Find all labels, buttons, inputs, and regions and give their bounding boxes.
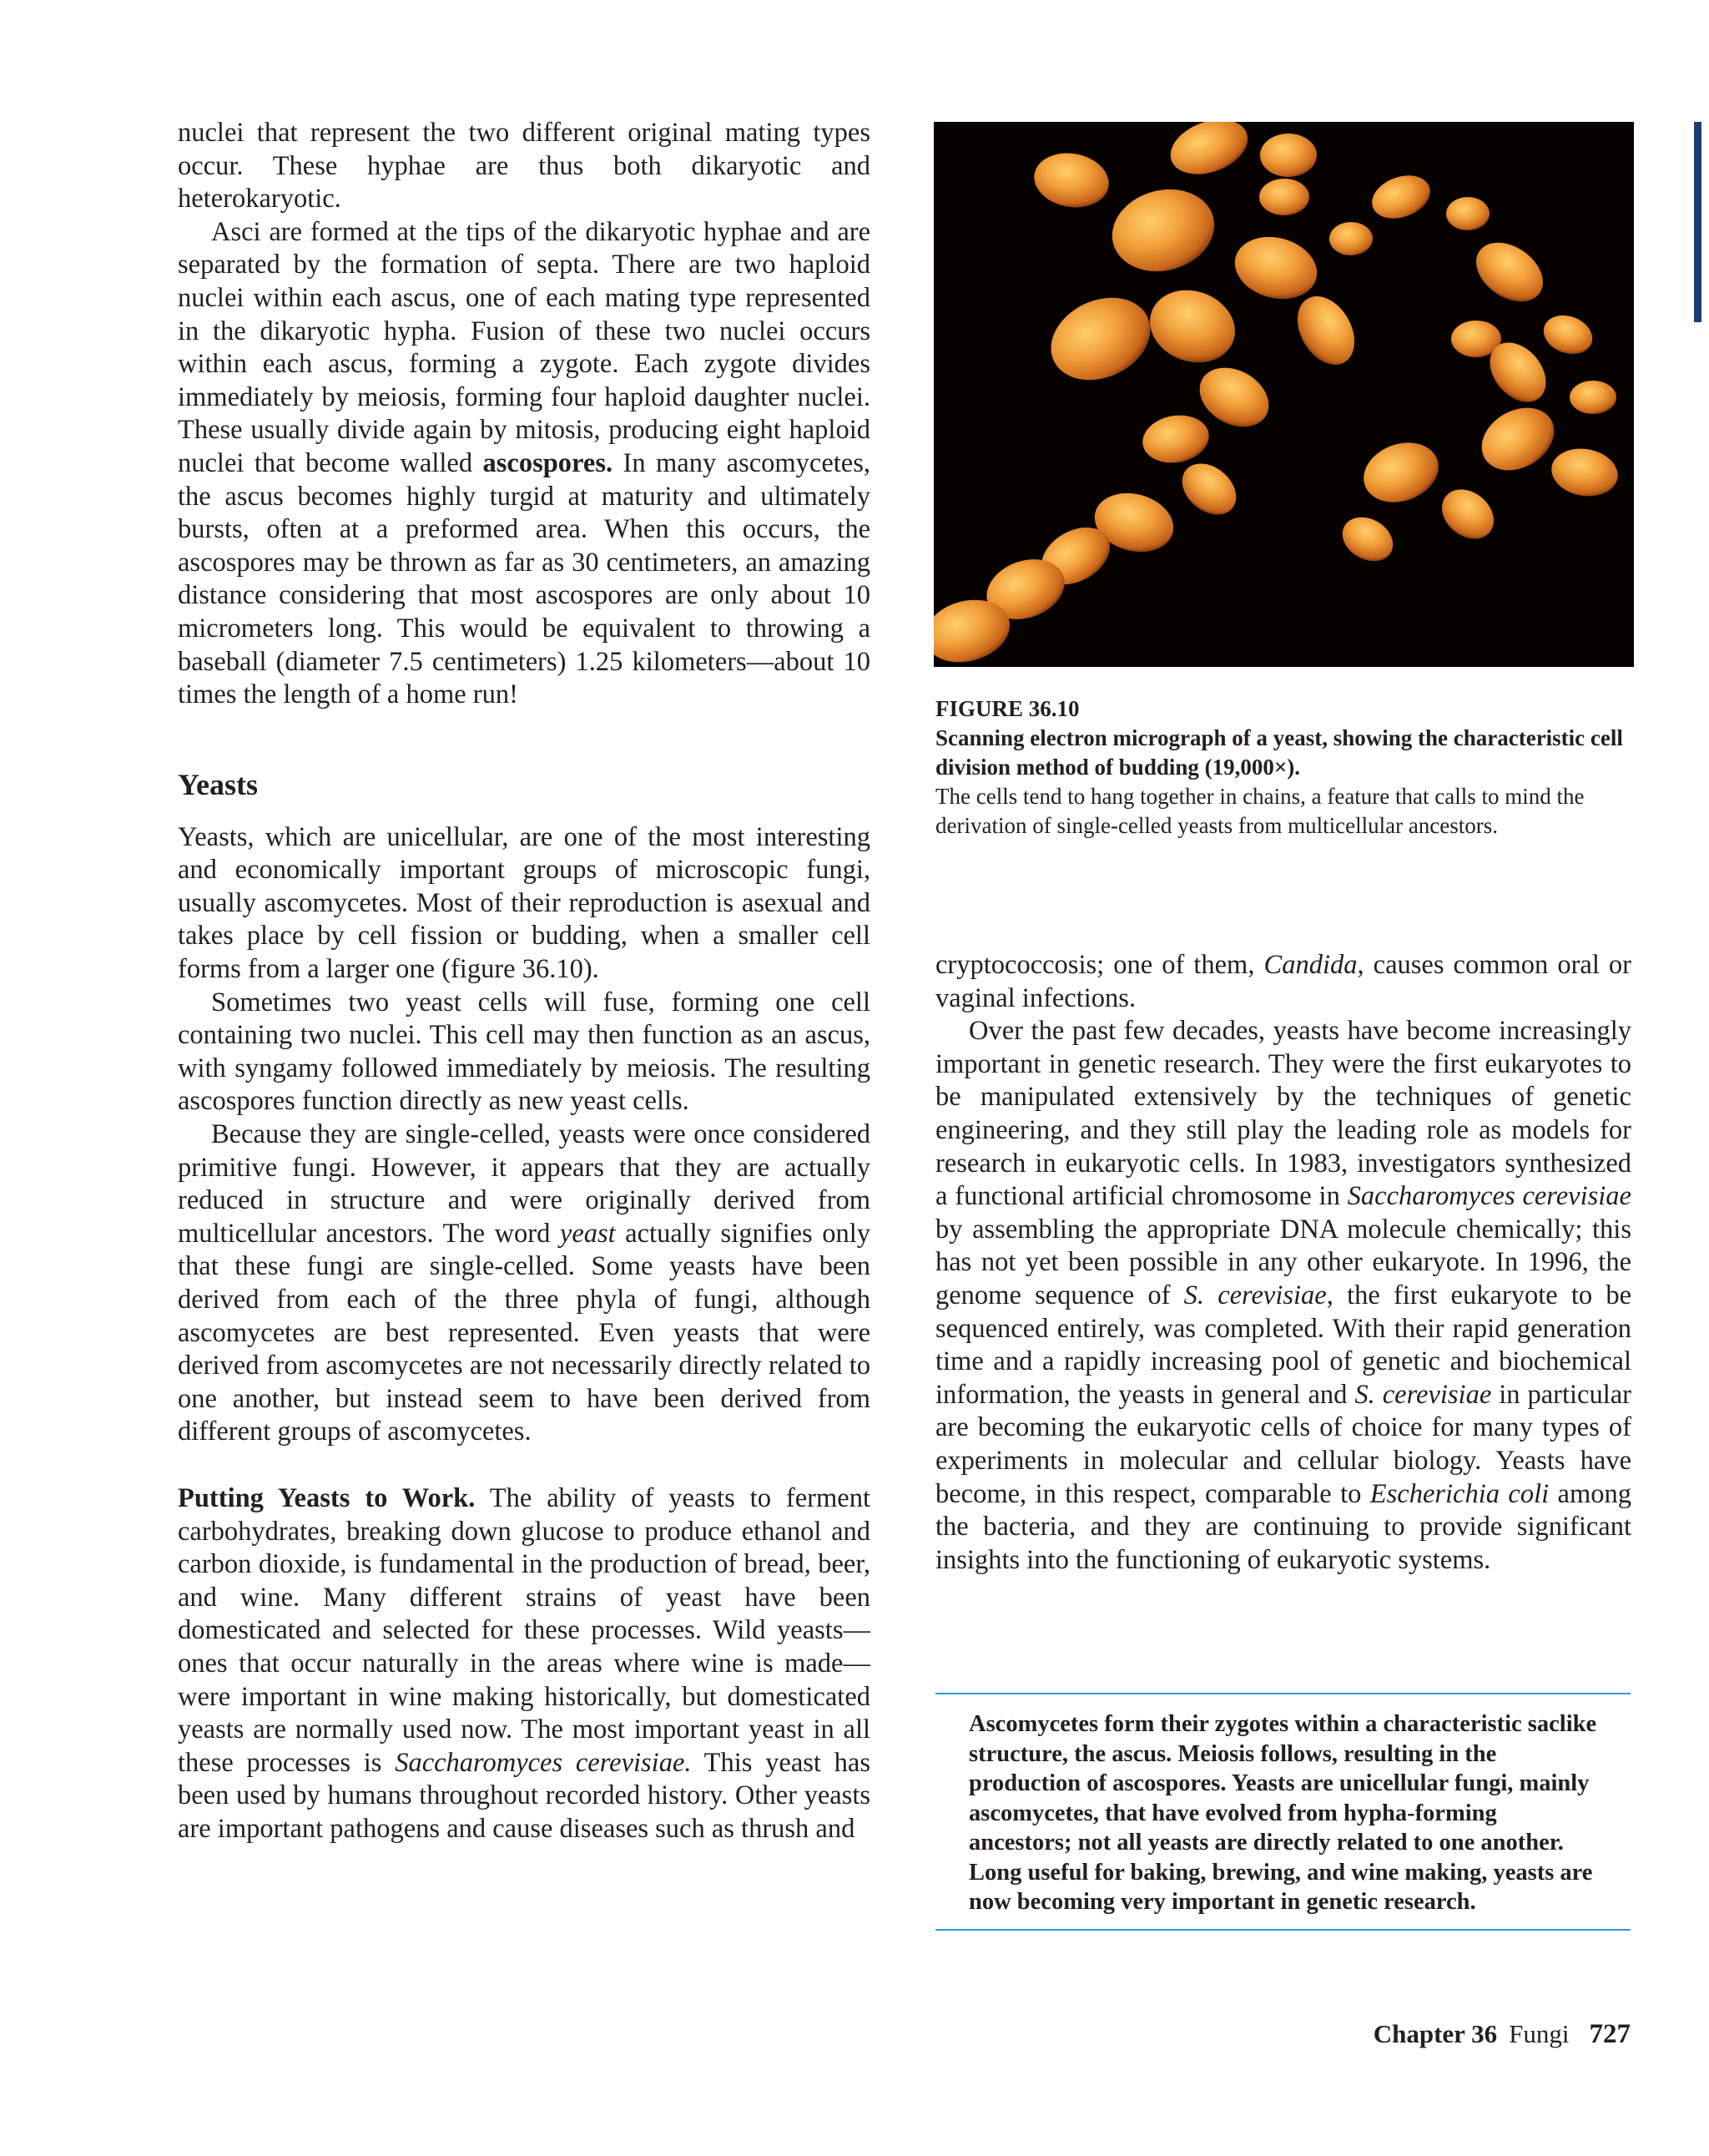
paragraph: Sometimes two yeast cells will fuse, forming one cell containing two nuclei. This cell may then function as an ascus, with syngamy followed immediately by meiosis. The resulting ascospores function directly as new yeast cells. — [178, 987, 870, 1117]
paragraph: Putting Yeasts to Work. The ability of yeasts to ferment carbohydrates, breaking down glucose to produce ethanol and carbon dioxide, is fundamental in the production of bread, beer, and wine. Many different strains of yeast have been domesticated and selected for these processes. Wild yeasts—ones that occur naturally in the areas where wine is made—were important in wine making historically, but domesticated yeasts are normally used now. The most important yeast in all these processes is Saccharomyces cerevisiae. This yeast has been used by humans throughout recorded history. Other yeasts are important pathogens and cause diseases such as thrush and — [178, 1482, 870, 1844]
run-in-heading: Putting Yeasts to Work. — [178, 1482, 476, 1513]
figure-caption — [935, 694, 1632, 841]
yeast-micrograph — [934, 122, 1634, 667]
page-number: 727 — [1589, 2019, 1631, 2049]
summary-text: Ascomycetes form their zygotes within a characteristic saclike structure, the ascus. Meiosis follows, resulting in the production of ascospores. Yeasts are unicellular fungi, mainly ascomycetes, that have evolved from hypha-forming ancestors; not all yeasts are directly related to one another. Long useful for baking, brewing, and wine making, yeasts are now becoming very important in genetic research. — [969, 1711, 1597, 1915]
summary-box — [935, 1693, 1631, 1931]
figure-number: FIGURE 36.10 — [935, 696, 1080, 721]
left-column — [178, 117, 870, 1846]
figure-text: The cells tend to hang together in chains, a feature that calls to mind the derivation of single-celled yeasts from multicellular ancestors. — [935, 784, 1585, 838]
term-ascospores: ascospores. — [482, 447, 613, 478]
footer-title: Fungi — [1509, 2019, 1570, 2048]
figure-title: Scanning electron micrograph of a yeast, showing the characteristic cell division method of budding (19,000×). — [935, 725, 1623, 780]
chapter-tab — [1694, 122, 1701, 322]
page-footer — [1374, 2019, 1631, 2050]
right-column — [935, 949, 1631, 1577]
paragraph: nuclei that represent the two different original mating types occur. These hyphae are thus both dikaryotic and heterokaryotic. — [178, 118, 870, 215]
paragraph: cryptococcosis; one of them, Candida, causes common oral or vaginal infections. — [935, 950, 1632, 1013]
paragraph: Yeasts, which are unicellular, are one of the most interesting and economically important groups of microscopic fungi, usually ascomycetes. Most of their reproduction is asexual and takes place by cell fission or budding, when a smaller cell forms from a larger one (figure 36.10). — [178, 821, 870, 985]
paragraph: Over the past few decades, yeasts have become increasingly important in genetic research. They were the first eukaryotes to be manipulated extensively by the techniques of genetic engineering, and they still play the leading role as models for research in eukaryotic cells. In 1983, investigators synthesized a functional artificial chromosome in Saccharomyces cerevisiae by assembling the appropriate DNA molecule chemically; this has not yet been possible in any other eukaryote. In 1996, the genome sequence of S. cerevisiae, the first eukaryote to be sequenced entirely, was completed. With their rapid generation time and a rapidly increasing pool of genetic and biochemical information, the yeasts in general and S. cerevisiae in particular are becoming the eukaryotic cells of choice for many types of experiments in molecular and cellular biology. Yeasts have become, in this respect, comparable to Escherichia coli among the bacteria, and they are continuing to provide significant insights into the functioning of eukaryotic systems. — [935, 1016, 1631, 1575]
paragraph: Asci are formed at the tips of the dikaryotic hyphae and are separated by the formation of septa. There are two haploid nuclei within each ascus, one of each mating type represented in the dikaryotic hypha. Fusion of these two nuclei occurs within each ascus, forming a zygote. Each zygote divides immediately by meiosis, forming four haploid daughter nuclei. These usually divide again by mitosis, producing eight haploid nuclei that become walled ascospores. In many ascomycetes, the ascus becomes highly turgid at maturity and ultimately bursts, often at a preformed area. When this occurs, the ascospores may be thrown as far as 30 centimeters, an amazing distance considering that most ascospores are only about 10 micrometers long. This would be equivalent to throwing a baseball (diameter 7.5 centimeters) 1.25 kilometers—about 10 times the length of a home run! — [178, 216, 871, 710]
paragraph: Because they are single-celled, yeasts were once considered primitive fungi. However, it appears that they are actually reduced in structure and were originally derived from multicellular ancestors. The word yeast actually signifies only that these fungi are single-celled. Some yeasts have been derived from each of the three phyla of fungi, although ascomycetes are best represented. Even yeasts that were derived from ascomycetes are not necessarily directly related to one another, but instead seem to have been derived from different groups of ascomycetes. — [178, 1119, 870, 1447]
footer-chapter: Chapter 36 — [1373, 2019, 1498, 2048]
section-heading: Yeasts — [178, 767, 258, 801]
